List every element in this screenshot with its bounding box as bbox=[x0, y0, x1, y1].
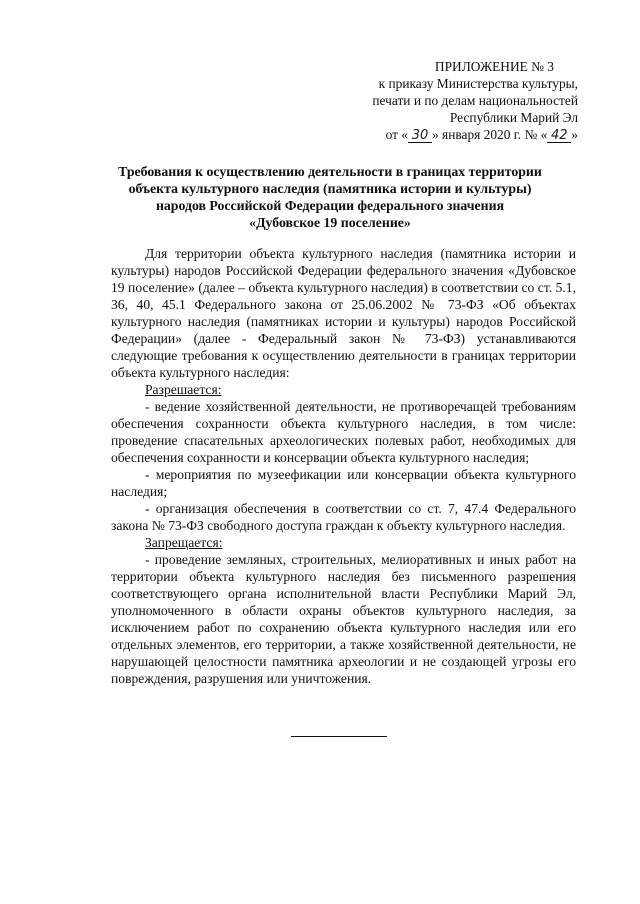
title-line-2: объекта культурного наследия (памятника истории и культуры) bbox=[128, 181, 532, 196]
title-line-3: народов Российской Федерации федерального значения bbox=[155, 198, 505, 213]
document-title bbox=[95, 163, 565, 231]
allowed-heading: Разрешается: bbox=[145, 382, 222, 397]
allowed-item: - организация обеспечения в соответствии со ст. 7, 47.4 Федерального закона № 73-ФЗ свободного доступа граждан к объекту культурного наследия. bbox=[111, 501, 576, 533]
date-middle: » января 2020 г. № « bbox=[432, 127, 548, 142]
annex-date-line bbox=[328, 126, 578, 143]
allowed-item: - мероприятия по музеефикации или консервации объекта культурного наследия; bbox=[111, 467, 576, 499]
forbidden-heading: Запрещается: bbox=[145, 535, 223, 550]
title-line-4: «Дубовское 19 поселение» bbox=[249, 215, 411, 230]
handwritten-day: 30 bbox=[408, 129, 432, 143]
annex-order-line-3: Республики Марий Эл bbox=[449, 110, 578, 125]
annex-order-line-2: печати и по делам национальностей bbox=[372, 93, 578, 108]
title-line-1: Требования к осуществлению деятельности в границах территории bbox=[118, 164, 542, 179]
forbidden-item: - проведение земляных, строительных, мелиоративных и иных работ на территории объекта культурного наследия без письменного разрешения соответствующего органа исполнительной власти Республики Марий Эл, уполномоченного в области охраны объектов культурного наследия, за исключением работ по сохранению объекта культурного наследия или его отдельных элементов, его территории, а также хозяйственной деятельности, не нарушающей целостности памятника археологии и не создающей угрозы его повреждения, разрушения или уничтожения. bbox=[111, 552, 576, 686]
annex-number: ПРИЛОЖЕНИЕ № 3 bbox=[434, 59, 554, 74]
allowed-item: - ведение хозяйственной деятельности, не противоречащей требованиям обеспечения сохранности объекта культурного наследия, в том числе: проведение спасательных археологических полевых работ, необходимых для обеспечения сохранности и консервации объекта культурного наследия; bbox=[111, 399, 576, 465]
document-body bbox=[111, 245, 576, 687]
annex-block bbox=[328, 58, 578, 143]
closing-rule bbox=[291, 736, 387, 737]
date-prefix: от « bbox=[385, 127, 408, 142]
handwritten-order-number: 42 bbox=[547, 129, 571, 143]
date-suffix: » bbox=[571, 127, 578, 142]
intro-paragraph: Для территории объекта культурного наследия (памятника истории и культуры) народов Российской Федерации федерального значения «Дубовское 19 поселение» (далее – объекта культурного наследия) в соответствии со ст. 5.1, 36, 40, 45.1 Федерального закона от 25.06.2002 № 73-ФЗ «Об объектах культурного наследия (памятниках истории и культуры) народов Российской Федерации» (далее - Федеральный закон № 73-ФЗ) устанавливаются следующие требования к осуществлению деятельности в границах территории объекта культурного наследия: bbox=[111, 246, 576, 380]
annex-order-line-1: к приказу Министерства культуры, bbox=[378, 76, 578, 91]
